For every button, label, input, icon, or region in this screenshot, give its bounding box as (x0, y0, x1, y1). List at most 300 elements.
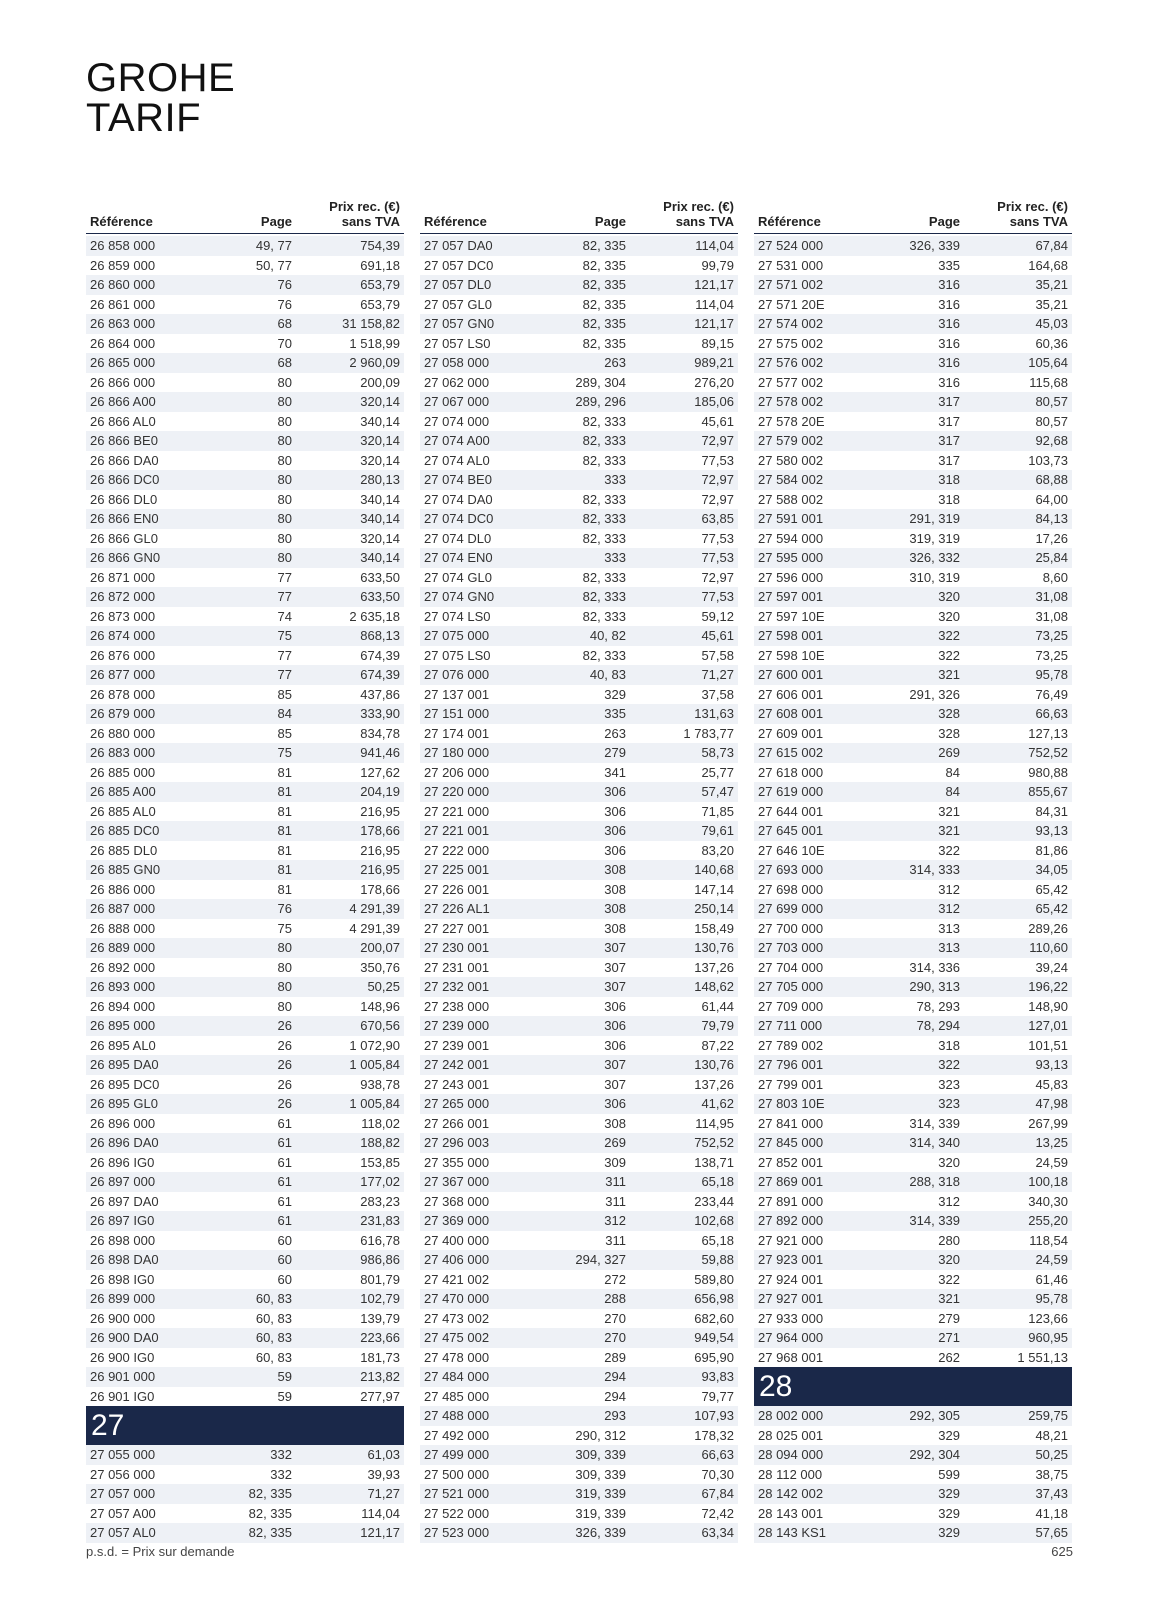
price-cell: 148,96 (360, 998, 400, 1014)
table-row (420, 704, 738, 724)
table-row (420, 1250, 738, 1270)
reference-cell: 27 074 LS0 (424, 608, 491, 624)
price-cell: 102,79 (360, 1291, 400, 1306)
price-cell: 656,98 (694, 1291, 734, 1306)
page-cell: 293 (604, 1408, 626, 1423)
header-price (292, 199, 404, 229)
price-cell: 941,46 (360, 745, 400, 760)
price-cell: 63,34 (701, 1525, 734, 1540)
page-cell: 269 (938, 745, 960, 760)
table-row (420, 782, 738, 802)
price-cell: 158,49 (694, 920, 734, 936)
price-cell: 181,73 (360, 1349, 400, 1365)
price-cell: 4 291,39 (349, 920, 400, 936)
table-row (420, 665, 738, 685)
page-cell: 335 (604, 706, 626, 721)
price-cell: 101,51 (1028, 1037, 1068, 1053)
table-row (754, 1231, 1072, 1251)
page-cell: 61 (277, 1115, 292, 1131)
reference-cell: 26 879 000 (90, 706, 156, 721)
table-row (754, 334, 1072, 354)
table-row (420, 412, 738, 432)
reference-cell: 26 864 000 (90, 335, 156, 351)
reference-cell: 27 221 000 (424, 803, 490, 819)
price-cell: 115,68 (1029, 374, 1068, 390)
page-cell: 291, 326 (909, 686, 960, 702)
price-cell: 79,61 (701, 823, 734, 838)
price-cell: 59,88 (701, 1252, 734, 1267)
page-cell: 60 (277, 1271, 292, 1287)
reference-cell: 27 578 20E (758, 413, 825, 429)
table-row (754, 275, 1072, 295)
price-cell: 283,23 (360, 1193, 400, 1209)
table-row (754, 353, 1072, 373)
price-cell: 61,03 (367, 1447, 400, 1462)
table-row (754, 1309, 1072, 1329)
column-header (420, 191, 738, 234)
reference-cell: 27 057 GL0 (424, 296, 492, 312)
page-cell: 80 (277, 452, 292, 468)
page-cell: 70 (277, 335, 292, 351)
price-cell: 233,44 (694, 1193, 734, 1209)
page-cell: 308 (604, 862, 626, 877)
price-cell: 616,78 (360, 1232, 400, 1248)
page-cell: 319, 319 (909, 530, 960, 546)
page-cell: 326, 339 (909, 238, 960, 253)
table-row (420, 1465, 738, 1485)
header-price-line-1: Prix rec. (€) (997, 199, 1068, 214)
table-row (754, 1484, 1072, 1504)
price-column-3 (754, 191, 1072, 1543)
reference-cell: 27 296 003 (424, 1135, 490, 1150)
reference-cell: 27 618 000 (758, 764, 824, 780)
page-cell: 333 (604, 550, 626, 565)
page-cell: 68 (277, 355, 292, 370)
price-cell: 216,95 (360, 842, 400, 858)
price-cell: 340,14 (360, 413, 400, 429)
header-price-line-1: Prix rec. (€) (329, 199, 400, 214)
table-row (754, 1289, 1072, 1309)
price-cell: 130,76 (694, 1057, 734, 1072)
price-cell: 79,77 (701, 1388, 734, 1404)
price-cell: 79,79 (701, 1018, 734, 1033)
price-cell: 653,79 (360, 277, 400, 292)
price-cell: 989,21 (694, 355, 734, 370)
reference-cell: 26 898 000 (90, 1232, 156, 1248)
page-cell: 85 (277, 725, 292, 741)
price-cell: 674,39 (360, 667, 400, 682)
price-cell: 73,25 (1035, 647, 1068, 663)
page-cell: 318 (938, 1037, 960, 1053)
price-cell: 93,83 (701, 1369, 734, 1384)
reference-cell: 26 865 000 (90, 355, 156, 370)
page-cell: 599 (938, 1466, 960, 1482)
table-row (420, 509, 738, 529)
table-row (86, 548, 404, 568)
reference-cell: 27 594 000 (758, 530, 824, 546)
reference-cell: 27 619 000 (758, 784, 824, 799)
table-row (86, 1153, 404, 1173)
page-cell: 306 (604, 1018, 626, 1033)
reference-cell: 27 608 001 (758, 706, 824, 721)
price-cell: 67,84 (1035, 238, 1068, 253)
page-cell: 80 (277, 998, 292, 1014)
table-row (754, 1504, 1072, 1524)
table-row (754, 1153, 1072, 1173)
page-cell: 320 (938, 1154, 960, 1170)
price-cell: 80,57 (1035, 394, 1068, 409)
page-cell: 82, 335 (582, 257, 626, 273)
table-row (754, 763, 1072, 783)
price-cell: 259,75 (1028, 1408, 1068, 1423)
price-cell: 39,93 (367, 1466, 400, 1482)
page-cell: 322 (938, 628, 960, 643)
reference-cell: 27 923 001 (758, 1252, 824, 1267)
reference-cell: 28 112 000 (758, 1466, 823, 1482)
table-row (754, 548, 1072, 568)
table-row (86, 392, 404, 412)
page-cell: 81 (277, 823, 292, 838)
price-cell: 24,59 (1035, 1252, 1068, 1267)
reference-cell: 27 074 GN0 (424, 589, 495, 604)
page-cell: 61 (277, 1135, 292, 1150)
page-cell: 80 (277, 491, 292, 507)
reference-cell: 26 866 GL0 (90, 530, 158, 546)
reference-cell: 26 874 000 (90, 628, 156, 643)
table-row (754, 451, 1072, 471)
page-cell: 75 (277, 745, 292, 760)
reference-cell: 27 074 BE0 (424, 472, 492, 487)
reference-cell: 27 475 002 (424, 1330, 490, 1345)
price-cell: 131,63 (694, 706, 734, 721)
table-row (754, 1211, 1072, 1231)
reference-cell: 27 231 001 (424, 959, 490, 975)
page-cell: 294, 327 (575, 1252, 626, 1267)
header-price-line-2: sans TVA (675, 214, 734, 229)
page-cell: 328 (938, 706, 960, 721)
table-row (86, 1328, 404, 1348)
price-cell: 72,97 (701, 472, 734, 487)
page-cell: 329 (938, 1427, 960, 1443)
reference-cell: 27 597 10E (758, 608, 825, 624)
table-row (754, 958, 1072, 978)
page-cell: 289, 304 (575, 374, 626, 390)
table-row (420, 860, 738, 880)
table-row (420, 1231, 738, 1251)
table-row (420, 1504, 738, 1524)
reference-cell: 27 869 001 (758, 1174, 824, 1189)
table-row (420, 587, 738, 607)
page-cell: 40, 82 (589, 628, 626, 643)
page-cell: 78, 293 (916, 998, 960, 1014)
page-cell: 308 (604, 901, 626, 916)
reference-cell: 27 500 000 (424, 1466, 490, 1482)
price-cell: 653,79 (360, 296, 400, 312)
price-cell: 24,59 (1035, 1154, 1068, 1170)
price-cell: 289,26 (1028, 920, 1068, 936)
table-row (86, 704, 404, 724)
price-cell: 138,71 (694, 1154, 734, 1170)
price-cell: 178,32 (694, 1427, 734, 1443)
table-row (86, 1523, 404, 1543)
price-cell: 45,61 (701, 628, 734, 643)
table-row (86, 685, 404, 705)
header-reference: Référence (758, 214, 821, 229)
page-cell: 306 (604, 842, 626, 858)
reference-cell: 27 606 001 (758, 686, 824, 702)
page-cell: 60 (277, 1232, 292, 1248)
price-cell: 72,97 (701, 569, 734, 585)
reference-cell: 27 074 AL0 (424, 452, 490, 468)
page-cell: 280 (938, 1232, 960, 1248)
reference-cell: 27 803 10E (758, 1096, 825, 1111)
page-cell: 309 (604, 1154, 626, 1170)
reference-cell: 26 889 000 (90, 940, 156, 955)
table-row (420, 548, 738, 568)
page-cell: 311 (605, 1174, 626, 1189)
page-cell: 270 (604, 1330, 626, 1345)
page-cell: 316 (938, 277, 960, 292)
reference-cell: 27 799 001 (758, 1076, 824, 1092)
page-cell: 26 (277, 1076, 292, 1092)
reference-cell: 27 075 000 (424, 628, 490, 643)
price-cell: 177,02 (360, 1174, 400, 1189)
reference-cell: 26 900 DA0 (90, 1330, 159, 1345)
price-cell: 200,07 (360, 940, 400, 955)
reference-cell: 27 230 001 (424, 940, 490, 955)
page-cell: 262 (938, 1349, 960, 1365)
reference-cell: 26 895 AL0 (90, 1037, 156, 1053)
page-cell: 263 (604, 355, 626, 370)
reference-cell: 26 885 000 (90, 764, 156, 780)
page-cell: 82, 335 (248, 1505, 292, 1521)
reference-cell: 26 866 A00 (90, 394, 156, 409)
table-row (86, 314, 404, 334)
price-cell: 118,54 (1029, 1232, 1068, 1248)
section-header: 27 (86, 1406, 404, 1445)
page-cell: 306 (604, 1037, 626, 1053)
page-cell: 311 (605, 1232, 626, 1248)
reference-cell: 26 866 DC0 (90, 472, 160, 487)
reference-cell: 27 057 DC0 (424, 257, 494, 273)
table-row (754, 1016, 1072, 1036)
table-row (420, 1348, 738, 1368)
page-cell: 322 (938, 1057, 960, 1072)
table-row (420, 821, 738, 841)
header-page: Page (260, 214, 292, 229)
reference-cell: 27 058 000 (424, 355, 490, 370)
reference-cell: 27 225 001 (424, 862, 490, 877)
price-cell: 102,68 (694, 1213, 734, 1228)
header-price-line-2: sans TVA (341, 214, 400, 229)
price-cell: 188,82 (360, 1135, 400, 1150)
reference-cell: 27 927 001 (758, 1291, 824, 1306)
page-cell: 310, 319 (909, 569, 960, 585)
price-cell: 45,03 (1035, 316, 1068, 331)
price-cell: 50,25 (367, 979, 400, 994)
reference-cell: 27 180 000 (424, 745, 490, 760)
price-cell: 95,78 (1035, 667, 1068, 682)
page-cell: 321 (938, 803, 960, 819)
price-cell: 121,17 (360, 1525, 400, 1540)
table-row (86, 1055, 404, 1075)
price-cell: 110,60 (1029, 940, 1068, 955)
page-cell: 76 (277, 277, 292, 292)
table-row (420, 1094, 738, 1114)
page-cell: 307 (604, 1057, 626, 1072)
reference-cell: 27 600 001 (758, 667, 824, 682)
table-row (754, 704, 1072, 724)
reference-cell: 27 499 000 (424, 1447, 490, 1462)
price-cell: 4 291,39 (349, 901, 400, 916)
table-row (86, 860, 404, 880)
table-row (86, 821, 404, 841)
price-cell: 213,82 (360, 1369, 400, 1384)
table-row (86, 743, 404, 763)
page-cell: 82, 333 (582, 433, 626, 448)
page-cell: 341 (604, 764, 626, 780)
table-row (754, 392, 1072, 412)
table-row (754, 295, 1072, 315)
reference-cell: 26 886 000 (90, 881, 156, 897)
page-cell: 314, 339 (909, 1213, 960, 1228)
price-cell: 57,65 (1035, 1525, 1068, 1540)
reference-cell: 28 002 000 (758, 1408, 824, 1423)
price-cell: 320,14 (360, 452, 400, 468)
table-row (420, 802, 738, 822)
page-cell: 308 (604, 881, 626, 897)
price-cell: 80,57 (1035, 413, 1068, 429)
page-cell: 80 (277, 413, 292, 429)
reference-cell: 27 074 A00 (424, 433, 490, 448)
price-cell: 72,97 (701, 433, 734, 448)
price-cell: 8,60 (1042, 569, 1068, 585)
table-row (420, 1367, 738, 1387)
table-row (754, 1426, 1072, 1446)
table-row (754, 1406, 1072, 1426)
price-cell: 147,14 (694, 881, 734, 897)
price-cell: 250,14 (694, 901, 734, 916)
page-cell: 80 (277, 940, 292, 955)
price-column-2 (420, 191, 738, 1543)
reference-cell: 27 243 001 (424, 1076, 490, 1092)
price-cell: 65,42 (1035, 901, 1068, 916)
reference-cell: 27 968 001 (758, 1349, 824, 1365)
reference-cell: 27 699 000 (758, 901, 824, 916)
price-cell: 633,50 (360, 589, 400, 604)
table-row (86, 568, 404, 588)
table-row (86, 938, 404, 958)
page-cell: 82, 333 (582, 530, 626, 546)
table-row (754, 1192, 1072, 1212)
table-row (86, 275, 404, 295)
table-body (754, 236, 1072, 1543)
table-row (86, 626, 404, 646)
reference-cell: 26 894 000 (90, 998, 156, 1014)
page-cell: 269 (604, 1135, 626, 1150)
table-row (754, 938, 1072, 958)
price-cell: 320,14 (360, 433, 400, 448)
page-cell: 313 (938, 940, 960, 955)
reference-cell: 27 595 000 (758, 550, 824, 565)
price-cell: 320,14 (360, 394, 400, 409)
reference-cell: 26 885 A00 (90, 784, 156, 799)
table-row (86, 1192, 404, 1212)
reference-cell: 27 703 000 (758, 940, 824, 955)
reference-cell: 27 577 002 (758, 374, 824, 390)
table-row (86, 646, 404, 666)
reference-cell: 26 897 IG0 (90, 1213, 155, 1228)
table-row (86, 1445, 404, 1465)
price-cell: 589,80 (694, 1271, 734, 1287)
price-cell: 63,85 (701, 511, 734, 526)
table-row (420, 256, 738, 276)
page-cell: 326, 339 (575, 1525, 626, 1540)
price-cell: 100,18 (1028, 1174, 1068, 1189)
reference-cell: 27 406 000 (424, 1252, 490, 1267)
reference-cell: 26 892 000 (90, 959, 156, 975)
reference-cell: 27 580 002 (758, 452, 824, 468)
page-cell: 82, 335 (248, 1525, 292, 1540)
price-cell: 77,53 (701, 589, 734, 604)
table-row (420, 1445, 738, 1465)
table-row (754, 314, 1072, 334)
reference-cell: 26 859 000 (90, 257, 156, 273)
reference-cell: 27 597 001 (758, 589, 824, 604)
table-row (420, 1426, 738, 1446)
price-cell: 801,79 (360, 1271, 400, 1287)
page-cell: 306 (604, 1096, 626, 1111)
page-cell: 82, 335 (248, 1486, 292, 1501)
page-cell: 82, 335 (582, 238, 626, 253)
reference-cell: 27 892 000 (758, 1213, 824, 1228)
page-cell: 317 (938, 413, 960, 429)
price-cell: 437,86 (360, 686, 400, 702)
price-cell: 37,58 (701, 686, 734, 702)
reference-cell: 27 924 001 (758, 1271, 824, 1287)
price-column-1 (86, 191, 404, 1543)
price-cell: 185,06 (694, 394, 734, 409)
table-row (86, 977, 404, 997)
reference-cell: 26 885 AL0 (90, 803, 156, 819)
price-cell: 99,79 (701, 257, 734, 273)
price-cell: 71,27 (367, 1486, 400, 1501)
brand-title (86, 58, 235, 138)
price-cell: 77,53 (701, 530, 734, 546)
price-cell: 1 072,90 (349, 1037, 400, 1053)
price-cell: 938,78 (360, 1076, 400, 1092)
table-row (420, 1289, 738, 1309)
page-cell: 317 (938, 452, 960, 468)
reference-cell: 27 239 000 (424, 1018, 490, 1033)
price-cell: 45,61 (701, 413, 734, 429)
price-cell: 139,79 (360, 1310, 400, 1326)
reference-cell: 27 056 000 (90, 1466, 156, 1482)
reference-cell: 27 579 002 (758, 433, 824, 448)
price-cell: 71,27 (701, 667, 734, 682)
table-row (420, 490, 738, 510)
page-cell: 316 (938, 355, 960, 370)
header-price (960, 199, 1072, 229)
reference-cell: 27 220 000 (424, 784, 490, 799)
price-cell: 13,25 (1035, 1135, 1068, 1150)
table-row (754, 1465, 1072, 1485)
price-cell: 121,17 (694, 316, 734, 331)
page-cell: 81 (277, 842, 292, 858)
column-header (86, 191, 404, 234)
price-cell: 71,85 (701, 803, 734, 819)
column-header (754, 191, 1072, 234)
